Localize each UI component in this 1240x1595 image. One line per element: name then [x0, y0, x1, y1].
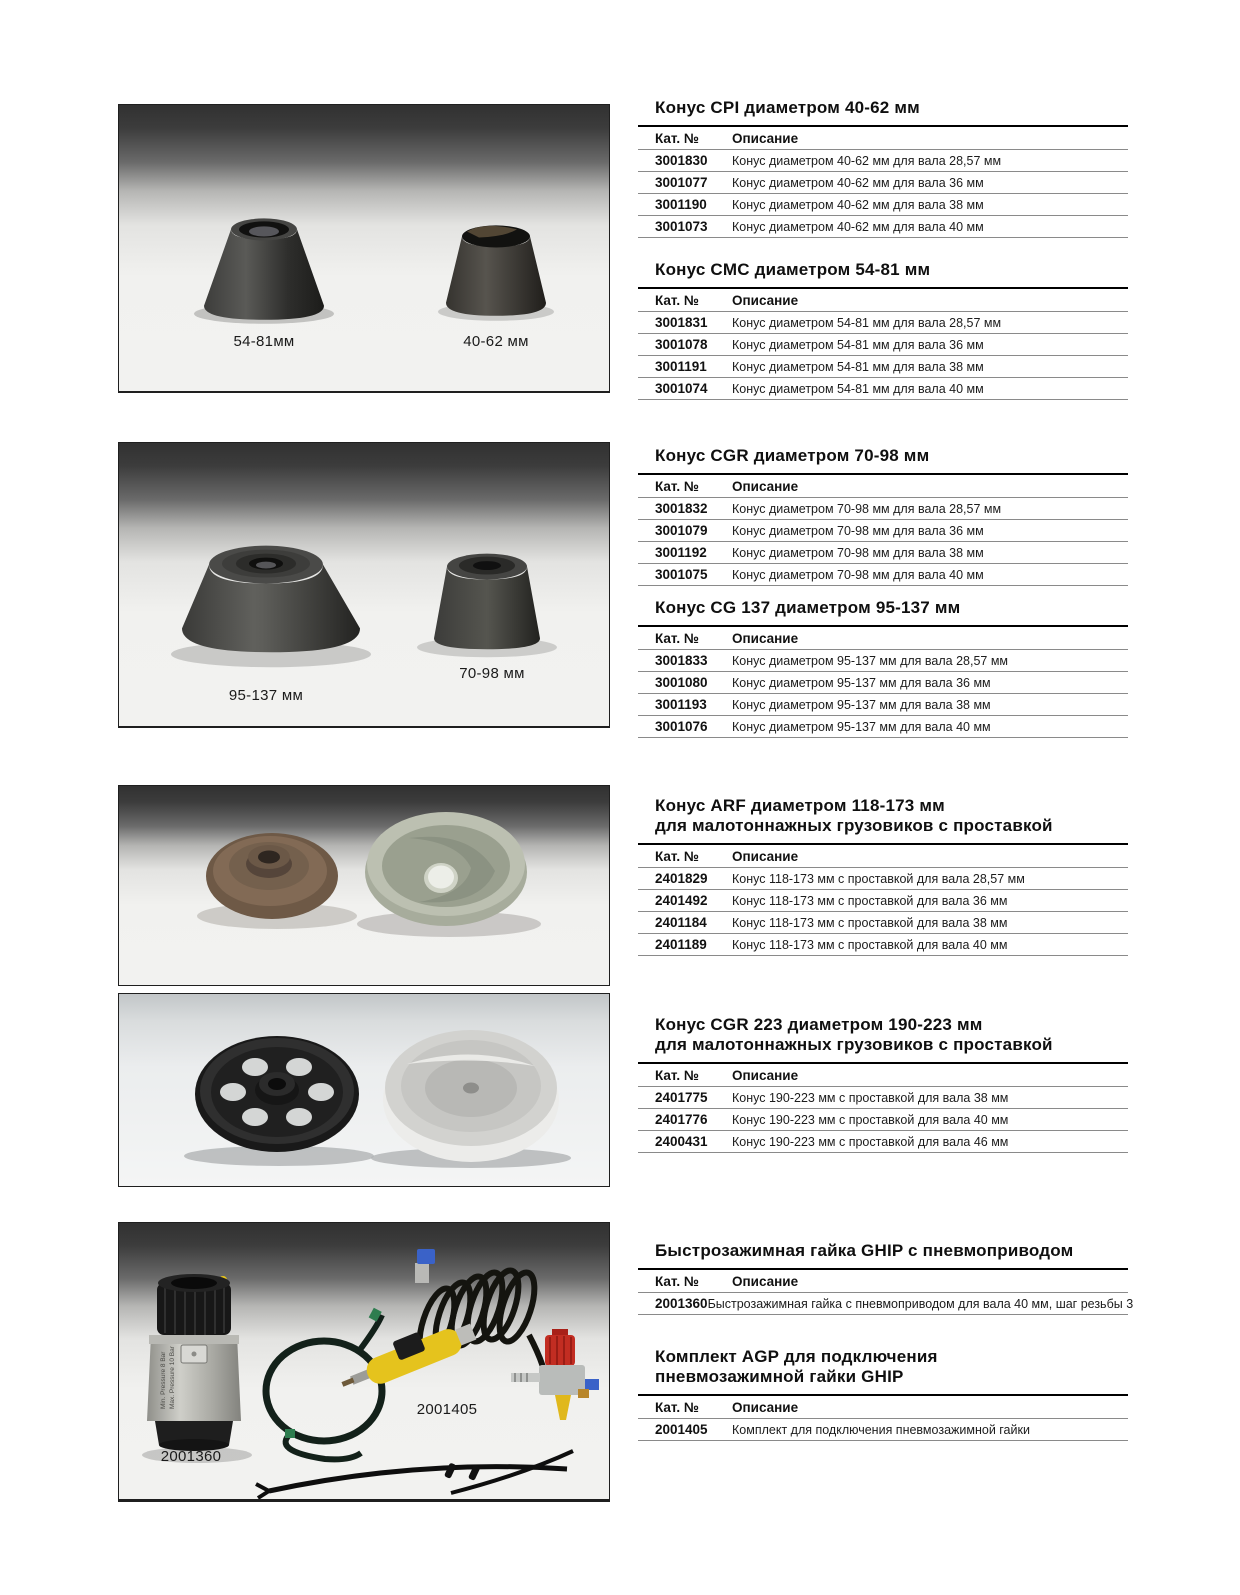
table-row	[638, 934, 1128, 956]
cgr223-illustration	[119, 994, 609, 1186]
cat-number: 3001077	[655, 175, 708, 190]
table-header-row	[638, 1270, 1128, 1293]
cat-number: 2401775	[655, 1090, 708, 1105]
col-header-cat: Кат. №	[655, 292, 699, 308]
cat-number: 3001193	[655, 697, 707, 712]
description: Конус 118-173 мм с проставкой для вала 38 мм	[732, 915, 1008, 930]
section-title-line: для малотоннажных грузовиков с проставкой	[655, 816, 1053, 835]
cat-number: 3001832	[655, 501, 708, 516]
table-row	[638, 868, 1128, 890]
photo-cone-arf-118-173	[118, 785, 610, 986]
table-row	[638, 334, 1128, 356]
description: Конус диаметром 54-81 мм для вала 40 мм	[732, 381, 984, 396]
col-header-cat: Кат. №	[655, 1273, 699, 1289]
section-title-line: Конус CMC диаметром 54-81 мм	[655, 260, 931, 279]
description: Конус диаметром 70-98 мм для вала 38 мм	[732, 545, 984, 560]
spacer-bowl-photo	[357, 812, 541, 937]
photo-cones-40-81	[118, 104, 610, 393]
photo-caption: 2001405	[416, 1401, 478, 1418]
cat-number: 3001079	[655, 523, 708, 538]
description: Конус диаметром 54-81 мм для вала 28,57 мм	[732, 315, 1002, 330]
quick-nut-photo	[142, 1274, 252, 1463]
table-header-row	[638, 627, 1128, 650]
description: Конус диаметром 54-81 мм для вала 38 мм	[732, 359, 984, 374]
table-row	[638, 1131, 1128, 1153]
description: Конус 118-173 мм с проставкой для вала 36 мм	[732, 893, 1008, 908]
cones-illustration	[119, 443, 609, 726]
table-row	[638, 498, 1128, 520]
cat-number: 2400431	[655, 1134, 708, 1149]
photo-cones-70-137	[118, 442, 610, 728]
table-row	[638, 1419, 1128, 1441]
section-title	[638, 796, 1128, 836]
cat-number: 3001075	[655, 567, 708, 582]
table-row	[638, 356, 1128, 378]
table-row	[638, 672, 1128, 694]
cat-number: 3001833	[655, 653, 708, 668]
cat-number: 2401829	[655, 871, 708, 886]
description: Быстрозажимная гайка с пневмоприводом для вала 40 мм, шаг резьбы 3	[707, 1296, 1134, 1311]
cat-number: 2001405	[655, 1422, 708, 1437]
section-konus-cgr223	[638, 1015, 1128, 1153]
cone-54-81-photo	[194, 218, 334, 323]
cone-70-98-photo	[417, 554, 557, 658]
cat-number: 3001830	[655, 153, 708, 168]
section-title-line: для малотоннажных грузовиков с проставкой	[655, 1035, 1053, 1054]
description: Конус диаметром 54-81 мм для вала 36 мм	[732, 337, 984, 352]
section-title-line: Конус CG 137 диаметром 95-137 мм	[655, 598, 961, 617]
section-title	[638, 260, 1128, 280]
col-header-cat: Кат. №	[655, 1067, 699, 1083]
table-row	[638, 1109, 1128, 1131]
section-title	[638, 1347, 1128, 1387]
cat-number: 3001191	[655, 359, 707, 374]
table-header-row	[638, 845, 1128, 868]
black-wheel-photo	[184, 1036, 374, 1166]
description: Конус диаметром 70-98 мм для вала 28,57 мм	[732, 501, 1002, 516]
air-hose-photo	[266, 1308, 382, 1460]
table-header-row	[638, 475, 1128, 498]
section-konus-cgr	[638, 446, 1128, 586]
section-title	[638, 1015, 1128, 1055]
cable-ties-photo	[256, 1451, 573, 1498]
section-title-line: Быстрозажимная гайка GHIP с пневмоприводом	[655, 1241, 1074, 1260]
photo-caption: 54-81мм	[233, 333, 295, 350]
photo-caption: 95-137 мм	[228, 687, 304, 704]
table-row	[638, 542, 1128, 564]
table-row	[638, 650, 1128, 672]
cat-number: 3001078	[655, 337, 708, 352]
table-row	[638, 216, 1128, 238]
table-row	[638, 172, 1128, 194]
parts-table	[638, 843, 1128, 956]
description: Конус диаметром 40-62 мм для вала 28,57 мм	[732, 153, 1002, 168]
section-title	[638, 598, 1128, 618]
cat-number: 3001831	[655, 315, 708, 330]
description: Конус диаметром 95-137 мм для вала 28,57 мм	[732, 653, 1009, 668]
photo-caption: 2001360	[160, 1448, 222, 1465]
table-header-row	[638, 1064, 1128, 1087]
arf-illustration	[119, 786, 609, 985]
cat-number: 2401776	[655, 1112, 708, 1127]
section-title	[638, 446, 1128, 466]
col-header-cat: Кат. №	[655, 1399, 699, 1415]
table-row	[638, 1293, 1134, 1315]
cat-number: 3001074	[655, 381, 708, 396]
table-header-row	[638, 289, 1128, 312]
section-konus-arf	[638, 796, 1128, 956]
table-row	[638, 890, 1128, 912]
cat-number: 2401184	[655, 915, 707, 930]
description: Комплект для подключения пневмозажимной гайки	[732, 1422, 1030, 1437]
parts-table	[638, 473, 1128, 586]
col-header-cat: Кат. №	[655, 848, 699, 864]
col-header-desc: Описание	[732, 1067, 799, 1083]
table-row	[638, 716, 1128, 738]
parts-table	[638, 1268, 1134, 1315]
section-ghip-nut	[638, 1241, 1134, 1315]
table-row	[638, 312, 1128, 334]
parts-table	[638, 287, 1128, 400]
photo-ghip-kit	[118, 1222, 610, 1502]
col-header-desc: Описание	[732, 292, 799, 308]
description: Конус диаметром 40-62 мм для вала 36 мм	[732, 175, 984, 190]
cones-illustration	[119, 105, 609, 391]
table-row	[638, 194, 1128, 216]
cat-number: 2401492	[655, 893, 708, 908]
photo-cone-cgr-190-223	[118, 993, 610, 1187]
description: Конус 190-223 мм с проставкой для вала 38 мм	[732, 1090, 1009, 1105]
silver-drum-photo	[371, 1030, 571, 1168]
section-konus-cg137	[638, 598, 1128, 738]
table-row	[638, 694, 1128, 716]
section-title	[638, 1241, 1128, 1261]
nut-pressure-label-min: Min. Pressure 8 Bar	[160, 1351, 167, 1409]
cat-number: 3001192	[655, 545, 707, 560]
description: Конус диаметром 70-98 мм для вала 40 мм	[732, 567, 984, 582]
cone-40-62-photo	[438, 225, 554, 320]
parts-table	[638, 1394, 1128, 1441]
cat-number: 3001073	[655, 219, 708, 234]
cat-number: 3001190	[655, 197, 707, 212]
parts-table	[638, 125, 1128, 238]
section-title-line: пневмозажимной гайки GHIP	[655, 1367, 904, 1386]
section-title-line: Конус ARF диаметром 118-173 мм	[655, 796, 945, 815]
description: Конус диаметром 40-62 мм для вала 40 мм	[732, 219, 984, 234]
table-row	[638, 378, 1128, 400]
coil-hose-photo	[413, 1249, 547, 1389]
description: Конус 190-223 мм с проставкой для вала 40 мм	[732, 1112, 1009, 1127]
col-header-desc: Описание	[732, 1399, 799, 1415]
section-konus-cpi	[638, 98, 1128, 238]
description: Конус 190-223 мм с проставкой для вала 46 мм	[732, 1134, 1009, 1149]
col-header-cat: Кат. №	[655, 478, 699, 494]
table-row	[638, 150, 1128, 172]
photo-caption: 40-62 мм	[463, 333, 529, 350]
cat-number: 2001360	[655, 1296, 708, 1311]
section-konus-cmc	[638, 260, 1128, 400]
pressure-regulator-photo	[511, 1329, 599, 1420]
section-title	[638, 98, 1128, 118]
description: Конус 118-173 мм с проставкой для вала 40 мм	[732, 937, 1008, 952]
table-header-row	[638, 127, 1128, 150]
col-header-cat: Кат. №	[655, 130, 699, 146]
col-header-desc: Описание	[732, 478, 799, 494]
section-title-line: Комплект AGP для подключения	[655, 1347, 938, 1366]
col-header-desc: Описание	[732, 848, 799, 864]
col-header-desc: Описание	[732, 130, 799, 146]
cone-95-137-photo	[171, 546, 371, 668]
nut-pressure-label-max: Max. Pressure 10 Bar	[169, 1346, 176, 1409]
description: Конус диаметром 95-137 мм для вала 38 мм	[732, 697, 991, 712]
col-header-desc: Описание	[732, 1273, 799, 1289]
parts-table	[638, 1062, 1128, 1153]
description: Конус диаметром 95-137 мм для вала 36 мм	[732, 675, 991, 690]
cat-number: 2401189	[655, 937, 707, 952]
section-title-line: Конус CPI диаметром 40-62 мм	[655, 98, 920, 117]
cat-number: 3001076	[655, 719, 708, 734]
description: Конус 118-173 мм с проставкой для вала 28,57 мм	[732, 871, 1025, 886]
table-row	[638, 520, 1128, 542]
section-title-line: Конус CGR диаметром 70-98 мм	[655, 446, 930, 465]
table-row	[638, 912, 1128, 934]
description: Конус диаметром 40-62 мм для вала 38 мм	[732, 197, 984, 212]
description: Конус диаметром 70-98 мм для вала 36 мм	[732, 523, 984, 538]
col-header-cat: Кат. №	[655, 630, 699, 646]
section-agp-kit	[638, 1347, 1128, 1441]
cat-number: 3001080	[655, 675, 708, 690]
table-header-row	[638, 1396, 1128, 1419]
parts-table	[638, 625, 1128, 738]
table-row	[638, 564, 1128, 586]
bronze-cone-photo	[197, 833, 357, 929]
description: Конус диаметром 95-137 мм для вала 40 мм	[732, 719, 991, 734]
table-row	[638, 1087, 1128, 1109]
photo-caption: 70-98 мм	[459, 665, 525, 682]
air-gun-photo	[335, 1313, 479, 1398]
section-title-line: Конус CGR 223 диаметром 190-223 мм	[655, 1015, 983, 1034]
col-header-desc: Описание	[732, 630, 799, 646]
